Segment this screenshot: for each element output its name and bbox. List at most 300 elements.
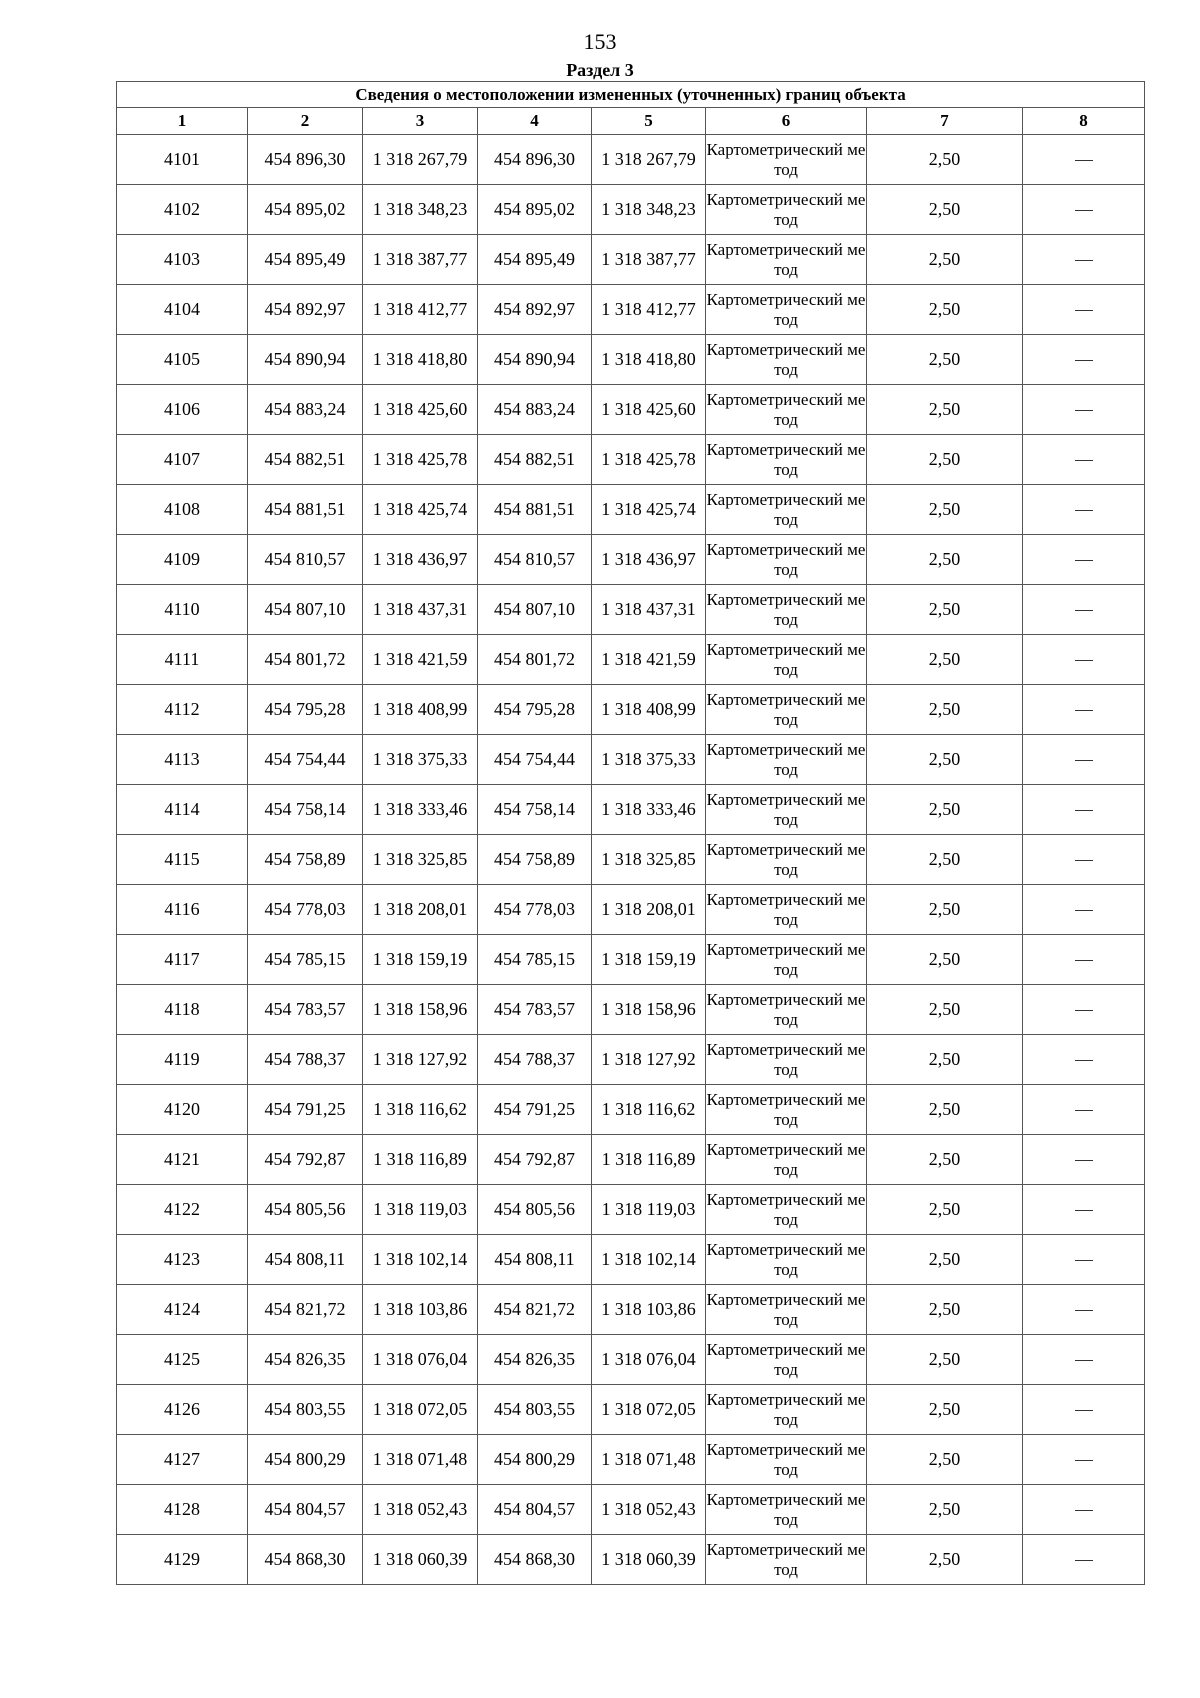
point-number-cell: 4105: [117, 335, 248, 385]
description-value-cell: [1023, 1085, 1145, 1135]
description-value-cell: [1023, 1335, 1145, 1385]
dash-mark: [1075, 910, 1093, 911]
old-x-value-cell: 454 788,37: [248, 1035, 363, 1085]
table-row: [117, 335, 1145, 385]
new-y-value-cell: 1 318 425,78: [592, 435, 706, 485]
dash-mark: [1075, 310, 1093, 311]
table-row: [117, 185, 1145, 235]
dash-mark: [1075, 1060, 1093, 1061]
old-x-value-cell: 454 758,89: [248, 835, 363, 885]
table-row: [117, 1435, 1145, 1485]
new-y-value-cell: 1 318 421,59: [592, 635, 706, 685]
new-y-value-cell: 1 318 387,77: [592, 235, 706, 285]
accuracy-value-cell: 2,50: [867, 135, 1023, 185]
method-value-cell: Картометрический метод: [706, 785, 867, 835]
old-x-value-cell: 454 795,28: [248, 685, 363, 735]
dash-mark: [1075, 510, 1093, 511]
method-value-cell: Картометрический метод: [706, 1435, 867, 1485]
old-y-value-cell: 1 318 418,80: [363, 335, 478, 385]
point-number-cell: 4121: [117, 1135, 248, 1185]
new-y-value-cell: 1 318 333,46: [592, 785, 706, 835]
method-value-cell: Картометрический метод: [706, 235, 867, 285]
point-number-cell: 4120: [117, 1085, 248, 1135]
table-row: [117, 1285, 1145, 1335]
table-row: [117, 1085, 1145, 1135]
old-x-value-cell: 454 754,44: [248, 735, 363, 785]
dash-mark: [1075, 1010, 1093, 1011]
point-number-cell: 4117: [117, 935, 248, 985]
new-x-value-cell: 454 882,51: [478, 435, 592, 485]
dash-mark: [1075, 1210, 1093, 1211]
new-x-value-cell: 454 758,14: [478, 785, 592, 835]
new-x-value-cell: 454 800,29: [478, 1435, 592, 1485]
new-y-value-cell: 1 318 412,77: [592, 285, 706, 335]
old-y-value-cell: 1 318 119,03: [363, 1185, 478, 1235]
new-x-value-cell: 454 758,89: [478, 835, 592, 885]
table-row: [117, 685, 1145, 735]
old-x-value-cell: 454 807,10: [248, 585, 363, 635]
new-x-value-cell: 454 821,72: [478, 1285, 592, 1335]
old-y-value-cell: 1 318 208,01: [363, 885, 478, 935]
new-x-value-cell: 454 896,30: [478, 135, 592, 185]
section-title: Раздел 3: [566, 60, 634, 80]
method-value-cell: Картометрический метод: [706, 1485, 867, 1535]
accuracy-value-cell: 2,50: [867, 485, 1023, 535]
table-row: [117, 1385, 1145, 1435]
dash-mark: [1075, 210, 1093, 211]
point-number-cell: 4129: [117, 1535, 248, 1585]
old-y-value-cell: 1 318 375,33: [363, 735, 478, 785]
old-y-value-cell: 1 318 116,62: [363, 1085, 478, 1135]
old-x-value-cell: 454 882,51: [248, 435, 363, 485]
new-x-value-cell: 454 783,57: [478, 985, 592, 1035]
point-number-cell: 4125: [117, 1335, 248, 1385]
old-y-value-cell: 1 318 158,96: [363, 985, 478, 1035]
new-x-value-cell: 454 754,44: [478, 735, 592, 785]
point-number-cell: 4123: [117, 1235, 248, 1285]
old-y-value-cell: 1 318 436,97: [363, 535, 478, 585]
point-number-cell: 4124: [117, 1285, 248, 1335]
column-number: 3: [363, 108, 478, 135]
new-x-value-cell: 454 805,56: [478, 1185, 592, 1235]
old-x-value-cell: 454 791,25: [248, 1085, 363, 1135]
new-y-value-cell: 1 318 159,19: [592, 935, 706, 985]
old-x-value-cell: 454 826,35: [248, 1335, 363, 1385]
accuracy-value-cell: 2,50: [867, 1435, 1023, 1485]
dash-mark: [1075, 860, 1093, 861]
accuracy-value-cell: 2,50: [867, 335, 1023, 385]
new-x-value-cell: 454 868,30: [478, 1535, 592, 1585]
column-number: 8: [1023, 108, 1145, 135]
table-row: [117, 935, 1145, 985]
accuracy-value-cell: 2,50: [867, 1235, 1023, 1285]
dash-mark: [1075, 1310, 1093, 1311]
new-y-value-cell: 1 318 418,80: [592, 335, 706, 385]
new-y-value-cell: 1 318 076,04: [592, 1335, 706, 1385]
description-value-cell: [1023, 535, 1145, 585]
new-x-value-cell: 454 810,57: [478, 535, 592, 585]
table-row: [117, 635, 1145, 685]
dash-mark: [1075, 660, 1093, 661]
point-number-cell: 4103: [117, 235, 248, 285]
dash-mark: [1075, 1410, 1093, 1411]
new-y-value-cell: 1 318 119,03: [592, 1185, 706, 1235]
accuracy-value-cell: 2,50: [867, 1535, 1023, 1585]
method-value-cell: Картометрический метод: [706, 335, 867, 385]
old-x-value-cell: 454 801,72: [248, 635, 363, 685]
accuracy-value-cell: 2,50: [867, 1485, 1023, 1535]
new-x-value-cell: 454 826,35: [478, 1335, 592, 1385]
table-body: [117, 135, 1145, 1585]
old-x-value-cell: 454 808,11: [248, 1235, 363, 1285]
method-value-cell: Картометрический метод: [706, 635, 867, 685]
table-row: [117, 1485, 1145, 1535]
description-value-cell: [1023, 185, 1145, 235]
method-value-cell: Картометрический метод: [706, 1335, 867, 1385]
old-y-value-cell: 1 318 421,59: [363, 635, 478, 685]
table-row: [117, 1135, 1145, 1185]
description-value-cell: [1023, 1385, 1145, 1435]
point-number-cell: 4112: [117, 685, 248, 735]
dash-mark: [1075, 560, 1093, 561]
description-value-cell: [1023, 1485, 1145, 1535]
description-value-cell: [1023, 1435, 1145, 1485]
accuracy-value-cell: 2,50: [867, 1335, 1023, 1385]
old-x-value-cell: 454 810,57: [248, 535, 363, 585]
method-value-cell: Картометрический метод: [706, 185, 867, 235]
dash-mark: [1075, 260, 1093, 261]
description-value-cell: [1023, 285, 1145, 335]
method-value-cell: Картометрический метод: [706, 135, 867, 185]
old-y-value-cell: 1 318 076,04: [363, 1335, 478, 1385]
method-value-cell: Картометрический метод: [706, 1085, 867, 1135]
new-y-value-cell: 1 318 267,79: [592, 135, 706, 185]
method-value-cell: Картометрический метод: [706, 1035, 867, 1085]
old-y-value-cell: 1 318 333,46: [363, 785, 478, 835]
table-row: [117, 485, 1145, 535]
column-number-row: [117, 108, 1145, 135]
table-row: [117, 285, 1145, 335]
old-y-value-cell: 1 318 437,31: [363, 585, 478, 635]
new-x-value-cell: 454 788,37: [478, 1035, 592, 1085]
description-value-cell: [1023, 135, 1145, 185]
new-y-value-cell: 1 318 158,96: [592, 985, 706, 1035]
table-caption-row: [117, 82, 1145, 108]
method-value-cell: Картометрический метод: [706, 685, 867, 735]
table-row: [117, 785, 1145, 835]
new-y-value-cell: 1 318 437,31: [592, 585, 706, 635]
new-x-value-cell: 454 791,25: [478, 1085, 592, 1135]
table-row: [117, 985, 1145, 1035]
dash-mark: [1075, 610, 1093, 611]
accuracy-value-cell: 2,50: [867, 1285, 1023, 1335]
method-value-cell: Картометрический метод: [706, 735, 867, 785]
old-y-value-cell: 1 318 060,39: [363, 1535, 478, 1585]
description-value-cell: [1023, 385, 1145, 435]
description-value-cell: [1023, 1035, 1145, 1085]
new-x-value-cell: 454 803,55: [478, 1385, 592, 1435]
method-value-cell: Картометрический метод: [706, 1235, 867, 1285]
point-number-cell: 4119: [117, 1035, 248, 1085]
description-value-cell: [1023, 1185, 1145, 1235]
dash-mark: [1075, 1510, 1093, 1511]
accuracy-value-cell: 2,50: [867, 835, 1023, 885]
dash-mark: [1075, 810, 1093, 811]
accuracy-value-cell: 2,50: [867, 885, 1023, 935]
old-x-value-cell: 454 883,24: [248, 385, 363, 435]
old-y-value-cell: 1 318 425,78: [363, 435, 478, 485]
new-y-value-cell: 1 318 071,48: [592, 1435, 706, 1485]
table-row: [117, 1035, 1145, 1085]
new-x-value-cell: 454 892,97: [478, 285, 592, 335]
new-y-value-cell: 1 318 072,05: [592, 1385, 706, 1435]
old-x-value-cell: 454 785,15: [248, 935, 363, 985]
description-value-cell: [1023, 635, 1145, 685]
column-number: 1: [117, 108, 248, 135]
description-value-cell: [1023, 1235, 1145, 1285]
point-number-cell: 4111: [117, 635, 248, 685]
description-value-cell: [1023, 585, 1145, 635]
description-value-cell: [1023, 985, 1145, 1035]
old-x-value-cell: 454 821,72: [248, 1285, 363, 1335]
description-value-cell: [1023, 435, 1145, 485]
description-value-cell: [1023, 1285, 1145, 1335]
accuracy-value-cell: 2,50: [867, 1135, 1023, 1185]
old-x-value-cell: 454 881,51: [248, 485, 363, 535]
new-y-value-cell: 1 318 060,39: [592, 1535, 706, 1585]
description-value-cell: [1023, 485, 1145, 535]
method-value-cell: Картометрический метод: [706, 435, 867, 485]
point-number-cell: 4116: [117, 885, 248, 935]
old-y-value-cell: 1 318 267,79: [363, 135, 478, 185]
method-value-cell: Картометрический метод: [706, 1185, 867, 1235]
description-value-cell: [1023, 885, 1145, 935]
new-y-value-cell: 1 318 325,85: [592, 835, 706, 885]
new-x-value-cell: 454 785,15: [478, 935, 592, 985]
new-y-value-cell: 1 318 116,89: [592, 1135, 706, 1185]
dash-mark: [1075, 360, 1093, 361]
column-number: 7: [867, 108, 1023, 135]
old-x-value-cell: 454 895,02: [248, 185, 363, 235]
table-row: [117, 435, 1145, 485]
table-row: [117, 535, 1145, 585]
dash-mark: [1075, 710, 1093, 711]
old-x-value-cell: 454 896,30: [248, 135, 363, 185]
accuracy-value-cell: 2,50: [867, 735, 1023, 785]
new-x-value-cell: 454 778,03: [478, 885, 592, 935]
old-y-value-cell: 1 318 127,92: [363, 1035, 478, 1085]
point-number-cell: 4113: [117, 735, 248, 785]
method-value-cell: Картометрический метод: [706, 835, 867, 885]
dash-mark: [1075, 410, 1093, 411]
description-value-cell: [1023, 235, 1145, 285]
old-x-value-cell: 454 890,94: [248, 335, 363, 385]
column-number: 2: [248, 108, 363, 135]
method-value-cell: Картометрический метод: [706, 285, 867, 335]
dash-mark: [1075, 160, 1093, 161]
old-x-value-cell: 454 804,57: [248, 1485, 363, 1535]
new-y-value-cell: 1 318 425,74: [592, 485, 706, 535]
accuracy-value-cell: 2,50: [867, 385, 1023, 435]
table-row: [117, 885, 1145, 935]
point-number-cell: 4102: [117, 185, 248, 235]
old-y-value-cell: 1 318 072,05: [363, 1385, 478, 1435]
old-y-value-cell: 1 318 387,77: [363, 235, 478, 285]
accuracy-value-cell: 2,50: [867, 1385, 1023, 1435]
method-value-cell: Картометрический метод: [706, 485, 867, 535]
dash-mark: [1075, 1160, 1093, 1161]
accuracy-value-cell: 2,50: [867, 535, 1023, 585]
old-y-value-cell: 1 318 348,23: [363, 185, 478, 235]
new-y-value-cell: 1 318 208,01: [592, 885, 706, 935]
table-row: [117, 1535, 1145, 1585]
new-x-value-cell: 454 883,24: [478, 385, 592, 435]
dash-mark: [1075, 1360, 1093, 1361]
dash-mark: [1075, 1260, 1093, 1261]
dash-mark: [1075, 1560, 1093, 1561]
new-x-value-cell: 454 804,57: [478, 1485, 592, 1535]
table-row: [117, 1235, 1145, 1285]
method-value-cell: Картометрический метод: [706, 535, 867, 585]
new-y-value-cell: 1 318 127,92: [592, 1035, 706, 1085]
old-y-value-cell: 1 318 116,89: [363, 1135, 478, 1185]
dash-mark: [1075, 1110, 1093, 1111]
method-value-cell: Картометрический метод: [706, 1535, 867, 1585]
new-y-value-cell: 1 318 103,86: [592, 1285, 706, 1335]
old-y-value-cell: 1 318 412,77: [363, 285, 478, 335]
coordinates-table: [116, 81, 1145, 1585]
old-y-value-cell: 1 318 408,99: [363, 685, 478, 735]
point-number-cell: 4115: [117, 835, 248, 885]
table-row: [117, 235, 1145, 285]
new-y-value-cell: 1 318 102,14: [592, 1235, 706, 1285]
description-value-cell: [1023, 1535, 1145, 1585]
point-number-cell: 4122: [117, 1185, 248, 1235]
new-x-value-cell: 454 795,28: [478, 685, 592, 735]
accuracy-value-cell: 2,50: [867, 435, 1023, 485]
dash-mark: [1075, 1460, 1093, 1461]
old-x-value-cell: 454 778,03: [248, 885, 363, 935]
point-number-cell: 4110: [117, 585, 248, 635]
method-value-cell: Картометрический метод: [706, 385, 867, 435]
point-number-cell: 4127: [117, 1435, 248, 1485]
new-y-value-cell: 1 318 425,60: [592, 385, 706, 435]
accuracy-value-cell: 2,50: [867, 285, 1023, 335]
old-y-value-cell: 1 318 103,86: [363, 1285, 478, 1335]
point-number-cell: 4101: [117, 135, 248, 185]
old-x-value-cell: 454 792,87: [248, 1135, 363, 1185]
old-y-value-cell: 1 318 052,43: [363, 1485, 478, 1535]
old-y-value-cell: 1 318 071,48: [363, 1435, 478, 1485]
new-x-value-cell: 454 807,10: [478, 585, 592, 635]
old-y-value-cell: 1 318 159,19: [363, 935, 478, 985]
old-x-value-cell: 454 803,55: [248, 1385, 363, 1435]
accuracy-value-cell: 2,50: [867, 1035, 1023, 1085]
new-x-value-cell: 454 808,11: [478, 1235, 592, 1285]
accuracy-value-cell: 2,50: [867, 235, 1023, 285]
method-value-cell: Картометрический метод: [706, 1285, 867, 1335]
point-number-cell: 4114: [117, 785, 248, 835]
old-x-value-cell: 454 800,29: [248, 1435, 363, 1485]
accuracy-value-cell: 2,50: [867, 935, 1023, 985]
table-row: [117, 135, 1145, 185]
method-value-cell: Картометрический метод: [706, 585, 867, 635]
new-y-value-cell: 1 318 348,23: [592, 185, 706, 235]
description-value-cell: [1023, 835, 1145, 885]
old-x-value-cell: 454 895,49: [248, 235, 363, 285]
description-value-cell: [1023, 1135, 1145, 1185]
method-value-cell: Картометрический метод: [706, 1135, 867, 1185]
description-value-cell: [1023, 685, 1145, 735]
new-y-value-cell: 1 318 116,62: [592, 1085, 706, 1135]
table-row: [117, 835, 1145, 885]
new-y-value-cell: 1 318 052,43: [592, 1485, 706, 1535]
column-number: 5: [592, 108, 706, 135]
old-y-value-cell: 1 318 425,60: [363, 385, 478, 435]
column-number: 6: [706, 108, 867, 135]
old-y-value-cell: 1 318 425,74: [363, 485, 478, 535]
description-value-cell: [1023, 785, 1145, 835]
old-x-value-cell: 454 868,30: [248, 1535, 363, 1585]
table-row: [117, 1335, 1145, 1385]
accuracy-value-cell: 2,50: [867, 185, 1023, 235]
method-value-cell: Картометрический метод: [706, 885, 867, 935]
point-number-cell: 4104: [117, 285, 248, 335]
point-number-cell: 4107: [117, 435, 248, 485]
new-y-value-cell: 1 318 375,33: [592, 735, 706, 785]
old-y-value-cell: 1 318 102,14: [363, 1235, 478, 1285]
accuracy-value-cell: 2,50: [867, 1085, 1023, 1135]
accuracy-value-cell: 2,50: [867, 1185, 1023, 1235]
old-x-value-cell: 454 805,56: [248, 1185, 363, 1235]
new-x-value-cell: 454 801,72: [478, 635, 592, 685]
table-row: [117, 385, 1145, 435]
accuracy-value-cell: 2,50: [867, 685, 1023, 735]
table-row: [117, 585, 1145, 635]
old-y-value-cell: 1 318 325,85: [363, 835, 478, 885]
new-y-value-cell: 1 318 408,99: [592, 685, 706, 735]
point-number-cell: 4109: [117, 535, 248, 585]
method-value-cell: Картометрический метод: [706, 1385, 867, 1435]
accuracy-value-cell: 2,50: [867, 985, 1023, 1035]
point-number-cell: 4126: [117, 1385, 248, 1435]
method-value-cell: Картометрический метод: [706, 935, 867, 985]
point-number-cell: 4106: [117, 385, 248, 435]
new-x-value-cell: 454 890,94: [478, 335, 592, 385]
dash-mark: [1075, 460, 1093, 461]
accuracy-value-cell: 2,50: [867, 635, 1023, 685]
point-number-cell: 4128: [117, 1485, 248, 1535]
new-x-value-cell: 454 792,87: [478, 1135, 592, 1185]
accuracy-value-cell: 2,50: [867, 585, 1023, 635]
old-x-value-cell: 454 783,57: [248, 985, 363, 1035]
table-row: [117, 735, 1145, 785]
page-number: 153: [583, 29, 617, 54]
dash-mark: [1075, 960, 1093, 961]
new-x-value-cell: 454 895,02: [478, 185, 592, 235]
description-value-cell: [1023, 735, 1145, 785]
point-number-cell: 4118: [117, 985, 248, 1035]
new-x-value-cell: 454 895,49: [478, 235, 592, 285]
table-row: [117, 1185, 1145, 1235]
table-caption: Сведения о местоположении измененных (уточненных) границ объекта: [117, 82, 1145, 108]
column-number: 4: [478, 108, 592, 135]
old-x-value-cell: 454 758,14: [248, 785, 363, 835]
method-value-cell: Картометрический метод: [706, 985, 867, 1035]
description-value-cell: [1023, 335, 1145, 385]
accuracy-value-cell: 2,50: [867, 785, 1023, 835]
new-y-value-cell: 1 318 436,97: [592, 535, 706, 585]
